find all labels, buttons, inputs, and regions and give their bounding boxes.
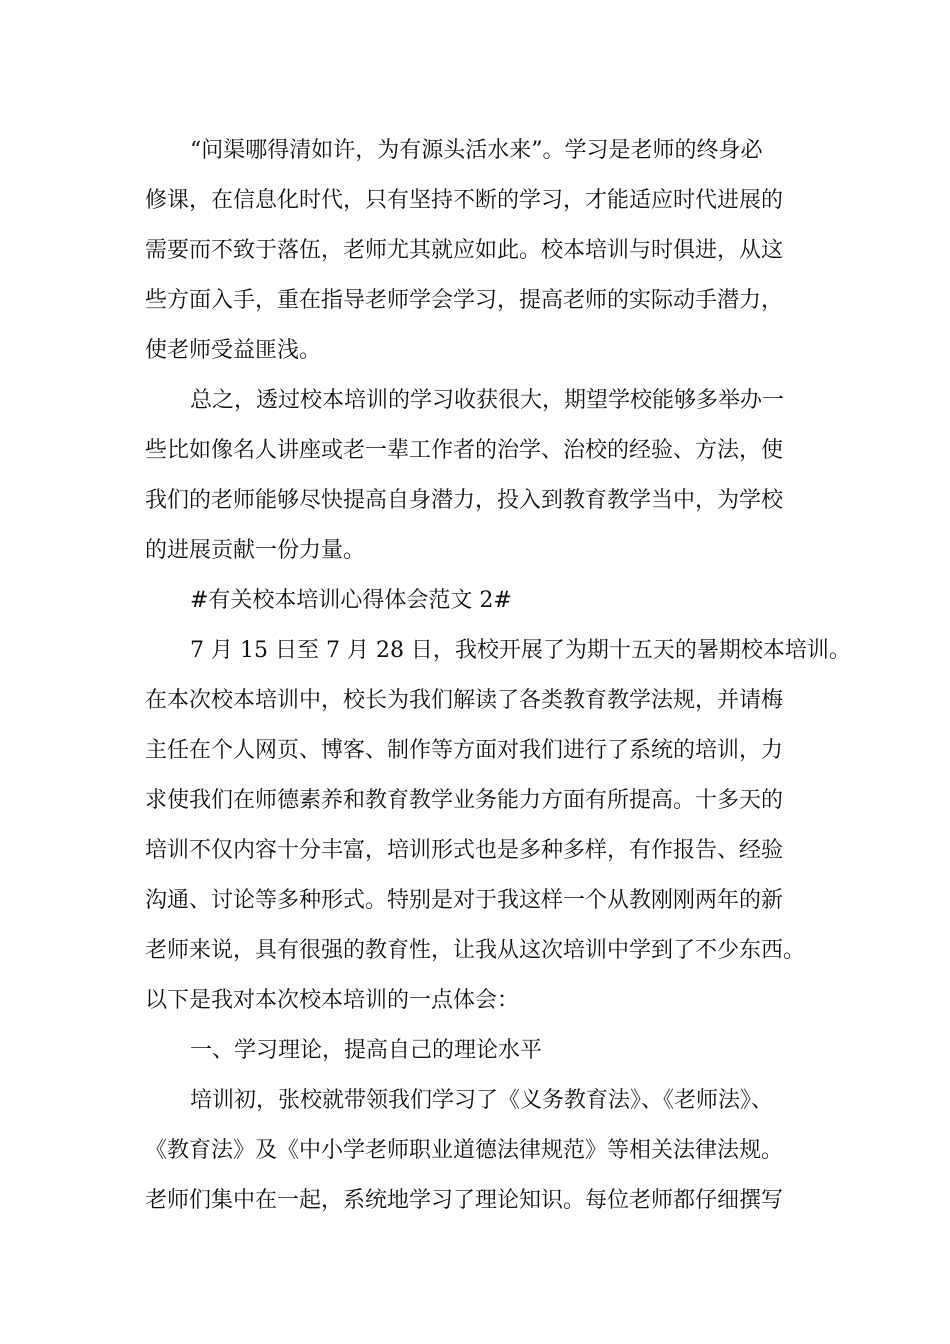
- text-line: 使老师受益匪浅。: [145, 338, 322, 363]
- text-line: 在本次校本培训中，校长为我们解读了各类教育教学法规，并请梅: [145, 688, 784, 713]
- text-line: 需要而不致于落伍，老师尤其就应如此。校本培训与时俱进，从这: [145, 238, 784, 263]
- text-line: 沟通、讨论等多种形式。特别是对于我这样一个从教刚刚两年的新: [145, 888, 784, 913]
- text-line: 我们的老师能够尽快提高自身潜力，投入到教育教学当中，为学校: [145, 488, 784, 513]
- text-line: 7 月 15 日至 7 月 28 日，我校开展了为期十五天的暑期校本培训。: [190, 638, 851, 663]
- text-line: 《教育法》及《中小学老师职业道德法律规范》等相关法律法规。: [145, 1138, 784, 1163]
- text-line: 些比如像名人讲座或老一辈工作者的治学、治校的经验、方法，使: [145, 438, 784, 463]
- text-line: 修课，在信息化时代，只有坚持不断的学习，才能适应时代进展的: [145, 188, 784, 213]
- text-line: 主任在个人网页、博客、制作等方面对我们进行了系统的培训，力: [145, 738, 784, 763]
- text-line: 老师来说，具有很强的教育性，让我从这次培训中学到了不少东西。: [145, 938, 806, 963]
- text-line: “问渠哪得清如许，为有源头活水来”。学习是老师的终身必: [190, 138, 763, 163]
- text-line: 的进展贡献一份力量。: [145, 538, 366, 563]
- text-line: 总之，透过校本培训的学习收获很大，期望学校能够多举办一: [190, 388, 785, 413]
- text-line: 以下是我对本次校本培训的一点体会：: [145, 988, 520, 1013]
- text-line: 培训不仅内容十分丰富，培训形式也是多种多样，有作报告、经验: [145, 838, 784, 863]
- text-line: 培训初，张校就带领我们学习了《义务教育法》、《老师法》、: [190, 1088, 774, 1113]
- text-line: 求使我们在师德素养和教育教学业务能力方面有所提高。十多天的: [145, 788, 784, 813]
- subsection-heading: 一、学习理论，提高自己的理论水平: [190, 1038, 543, 1063]
- text-line: 些方面入手，重在指导老师学会学习，提高老师的实际动手潜力，: [145, 288, 784, 313]
- text-line: 老师们集中在一起，系统地学习了理论知识。每位老师都仔细撰写: [145, 1188, 784, 1213]
- section-heading: #有关校本培训心得体会范文 2#: [190, 588, 512, 613]
